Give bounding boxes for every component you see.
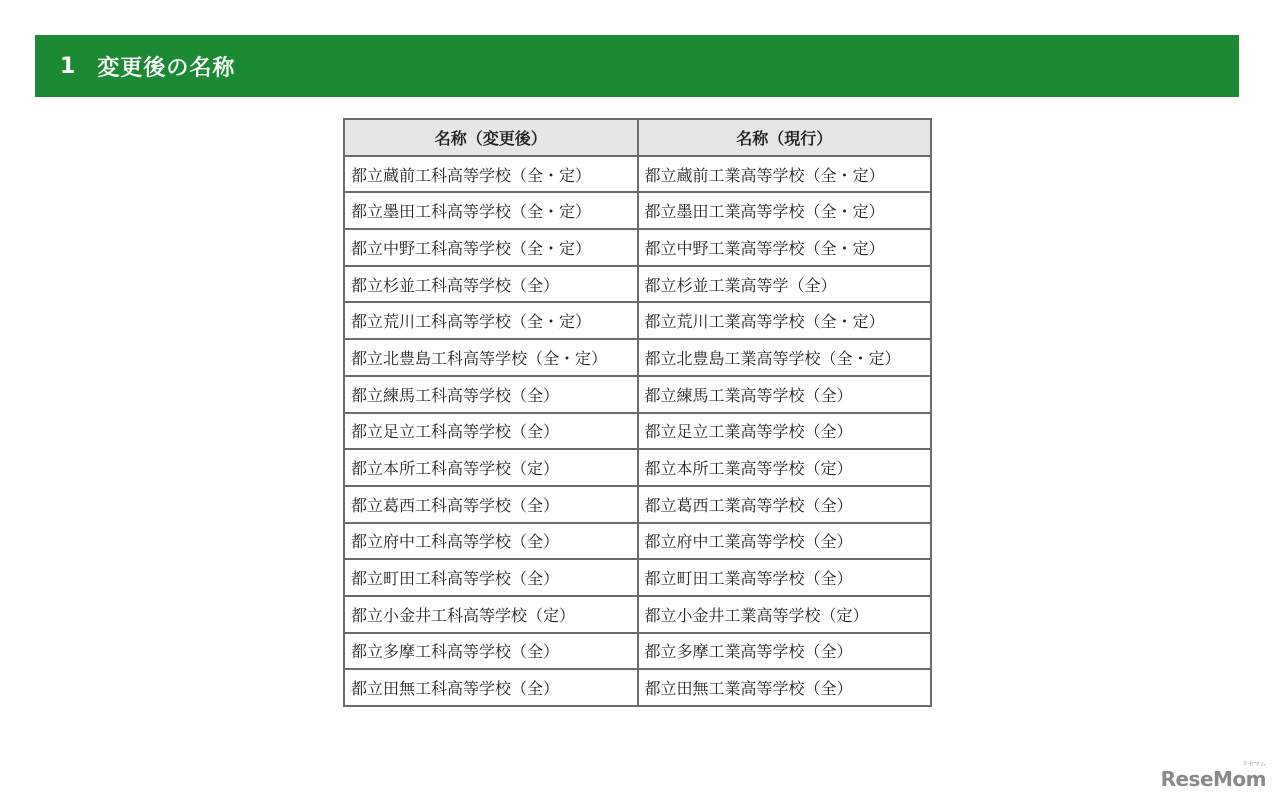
table-row xyxy=(344,156,931,193)
cell-new-name: 都立足立工科高等学校（全） xyxy=(344,413,638,450)
resemom-logo-text: ReseMom xyxy=(1160,767,1266,791)
cell-new-name: 都立葛西工科高等学校（全） xyxy=(344,486,638,523)
cell-new-name: 都立多摩工科高等学校（全） xyxy=(344,633,638,670)
table-row xyxy=(344,449,931,486)
cell-current-name: 都立葛西工業高等学校（全） xyxy=(638,486,932,523)
cell-new-name: 都立杉並工科高等学校（全） xyxy=(344,266,638,303)
cell-current-name: 都立北豊島工業高等学校（全・定） xyxy=(638,339,932,376)
cell-current-name: 都立荒川工業高等学校（全・定） xyxy=(638,302,932,339)
table-row xyxy=(344,413,931,450)
cell-new-name: 都立町田工科高等学校（全） xyxy=(344,559,638,596)
cell-current-name: 都立町田工業高等学校（全） xyxy=(638,559,932,596)
cell-current-name: 都立中野工業高等学校（全・定） xyxy=(638,229,932,266)
table-row xyxy=(344,523,931,560)
cell-new-name: 都立府中工科高等学校（全） xyxy=(344,523,638,560)
table-row xyxy=(344,229,931,266)
cell-current-name: 都立多摩工業高等学校（全） xyxy=(638,633,932,670)
cell-new-name: 都立荒川工科高等学校（全・定） xyxy=(344,302,638,339)
table-row xyxy=(344,486,931,523)
name-change-table-container xyxy=(343,118,932,707)
resemom-logo-kana: リセマム xyxy=(1242,761,1266,768)
cell-new-name: 都立中野工科高等学校（全・定） xyxy=(344,229,638,266)
cell-new-name: 都立小金井工科高等学校（定） xyxy=(344,596,638,633)
section-header-bar xyxy=(35,35,1239,97)
cell-new-name: 都立田無工科高等学校（全） xyxy=(344,669,638,706)
column-header-new-name: 名称（変更後） xyxy=(344,119,638,156)
table-row xyxy=(344,302,931,339)
table-row xyxy=(344,266,931,303)
resemom-logo xyxy=(1160,761,1266,791)
cell-current-name: 都立小金井工業高等学校（定） xyxy=(638,596,932,633)
cell-current-name: 都立蔵前工業高等学校（全・定） xyxy=(638,156,932,193)
cell-current-name: 都立足立工業高等学校（全） xyxy=(638,413,932,450)
cell-current-name: 都立府中工業高等学校（全） xyxy=(638,523,932,560)
table-body xyxy=(344,156,931,706)
cell-new-name: 都立墨田工科高等学校（全・定） xyxy=(344,192,638,229)
cell-new-name: 都立蔵前工科高等学校（全・定） xyxy=(344,156,638,193)
section-title: 変更後の名称 xyxy=(97,55,236,81)
cell-current-name: 都立練馬工業高等学校（全） xyxy=(638,376,932,413)
cell-current-name: 都立杉並工業高等学（全） xyxy=(638,266,932,303)
cell-new-name: 都立練馬工科高等学校（全） xyxy=(344,376,638,413)
cell-new-name: 都立本所工科高等学校（定） xyxy=(344,449,638,486)
section-number: 1 xyxy=(60,53,76,79)
name-change-table xyxy=(343,118,932,707)
table-row xyxy=(344,633,931,670)
cell-current-name: 都立田無工業高等学校（全） xyxy=(638,669,932,706)
table-row xyxy=(344,596,931,633)
cell-current-name: 都立本所工業高等学校（定） xyxy=(638,449,932,486)
table-row xyxy=(344,669,931,706)
table-row xyxy=(344,339,931,376)
cell-new-name: 都立北豊島工科高等学校（全・定） xyxy=(344,339,638,376)
table-row xyxy=(344,192,931,229)
table-row xyxy=(344,376,931,413)
cell-current-name: 都立墨田工業高等学校（全・定） xyxy=(638,192,932,229)
column-header-current-name: 名称（現行） xyxy=(638,119,932,156)
table-row xyxy=(344,559,931,596)
table-header-row xyxy=(344,119,931,156)
